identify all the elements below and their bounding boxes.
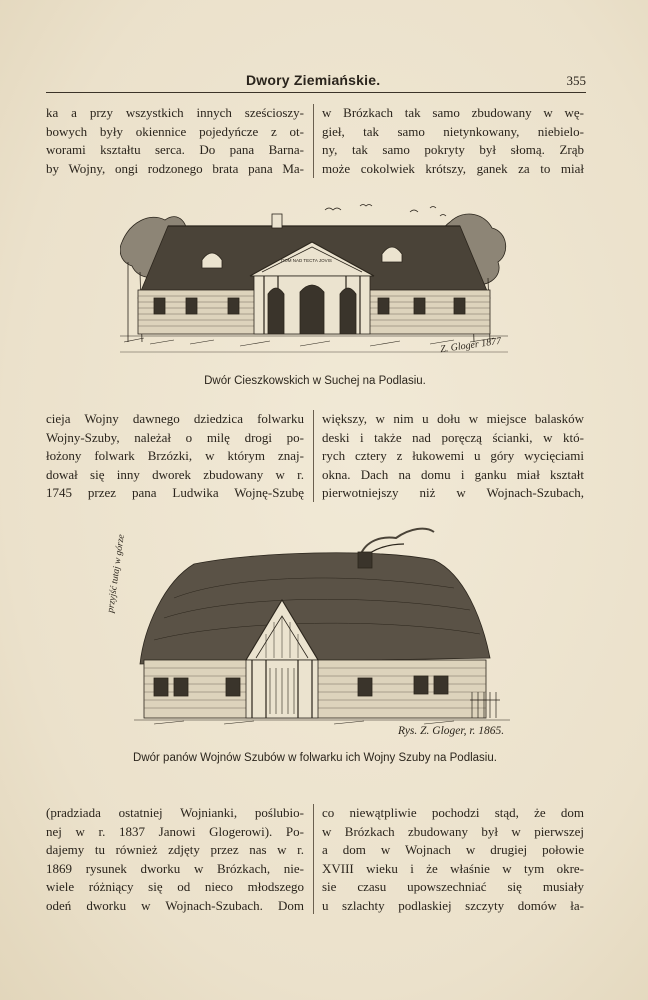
text-line: większy, w nim u dołu w miejsce balasków [322,411,584,426]
text-line: okna. Dach na domu i ganku miał kształt [322,466,584,482]
text-line: pierwotniejszy niż w Wojnach-Szubach, [322,485,584,500]
text-line: cieja Wojny dawnego dziedzica folwarku [46,411,304,426]
text-column-left-1 [46,104,304,178]
text-column-right-3 [322,804,584,915]
text-line: a dom w Wojnach w drugiej połowie [322,842,584,857]
text-line: 1745 przez pana Ludwika Wojnę-Szubę [46,485,304,500]
margin-note: przyjść tutaj w górze [106,533,127,614]
text-column-right-1 [322,104,584,178]
engraving-cieszkowski-manor [120,202,508,362]
figure-caption-2: Dwór panów Wojnów Szubów w folwarku ich Wojny Szuby na Podlasiu. [133,752,497,764]
text-line: gieł, tak samo nietynkowany, niebielo- [322,123,584,139]
text-line: by Wojny, ongi rodzonego brata pana Ma- [46,160,304,176]
text-line: Wojny-Szuby, należał o milę drogi po- [46,429,304,445]
artist-signature: Z. Gloger 1877 [439,335,502,356]
text-column-right-2 [322,410,584,503]
column-rule [313,410,314,502]
column-rule [313,804,314,914]
text-line: XVIII wieku i że właśnie w tym okre- [322,860,584,876]
chapter-title: Dwory Ziemiańskie. [246,72,381,88]
text-line: w Brózkach zbudowany był w pierwszej [322,823,584,839]
text-column-left-2 [46,410,304,503]
text-line: odeń dworku w Wojnach-Szubach. Dom [46,897,304,913]
text-line: (pradziada ostatniej Wojnianki, poślubio- [46,805,304,820]
pediment-inscription: DOM NAD TECTA JOVIS [281,258,332,263]
text-line: bowych były okiennice pojedyńcze z ot- [46,123,304,139]
engraving-wojny-szuby-manor [134,518,510,728]
text-line: dajemy tu również zdjęty przez nas w r. [46,842,304,857]
column-rule [313,104,314,178]
text-line: sie czasu upowszechniać się musiały [322,879,584,894]
text-line: 1869 rysunek dworku w Brózkach, nie- [46,860,304,876]
text-line: deski i także nad poręczą ścianki, w któ- [322,429,584,445]
text-line: łożony folwark Brzózki, w którym znaj- [46,448,304,463]
figure-caption-1: Dwór Cieszkowskich w Suchej na Podlasiu. [204,375,426,387]
running-header [46,70,586,93]
text-line: worami kształtu serca. Do pana Barna- [46,142,304,157]
text-line: rych cztery z łukowemi u góry wycięciami [322,448,584,463]
text-line: może cokolwiek krótszy, ganek za to miał [322,160,584,176]
text-line: u szlachty podlaskiej szczyty domów ła- [322,897,584,913]
page-number: 355 [566,73,586,88]
text-line: nej w r. 1837 Janowi Glogerowi). Po- [46,823,304,839]
text-line: w Brózkach tak samo zbudowany w wę- [322,105,584,120]
text-line: ka a przy wszystkich innych sześcioszy- [46,105,304,120]
text-line: ny, tak samo pokryty był słomą. Zrąb [322,142,584,157]
text-line: co niewątpliwie pochodzi stąd, że dom [322,805,584,820]
artist-signature: Rys. Z. Gloger, r. 1865. [398,725,505,737]
text-column-left-3 [46,804,304,915]
text-line: dował się inny dworek zbudowany w r. [46,466,304,482]
text-line: wiele różniący się od nieco młodszego [46,879,304,894]
